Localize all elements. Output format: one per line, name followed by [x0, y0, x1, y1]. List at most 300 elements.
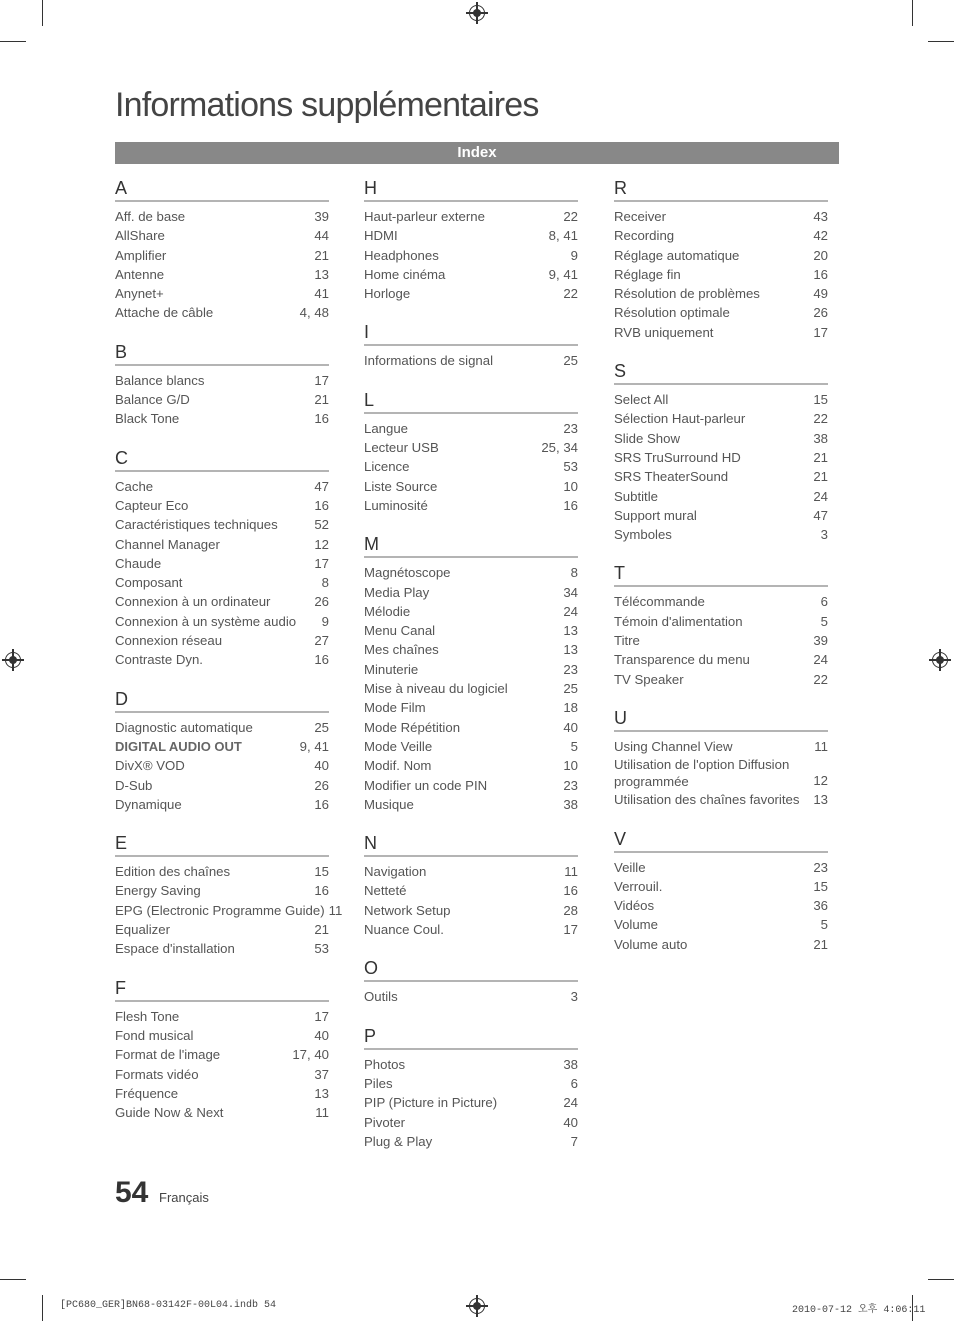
index-entry	[614, 284, 828, 303]
entry-term: Connexion à un système audio	[115, 613, 297, 629]
entry-term: Balance blancs	[115, 372, 205, 388]
index-section-h	[364, 176, 578, 303]
entry-page: 24	[563, 1095, 578, 1111]
section-letter: A	[115, 176, 329, 202]
entry-page: 23	[563, 661, 578, 677]
entry-term: Photos	[364, 1056, 406, 1072]
index-entry	[614, 506, 828, 525]
entry-page: 26	[314, 594, 329, 610]
crop-mark	[0, 1279, 26, 1280]
entry-page: 21	[314, 247, 329, 263]
entry-term: RVB uniquement	[614, 324, 714, 340]
footer-file-info: [PC680_GER]BN68-03142F-00L04.indb 54	[60, 1300, 277, 1311]
entry-page: 9, 41	[299, 738, 329, 754]
entry-term: SRS TruSurround HD	[614, 449, 741, 465]
entry-page: 52	[314, 517, 329, 533]
entry-page: 25	[314, 719, 329, 735]
index-entry	[364, 563, 578, 582]
index-entry	[115, 1103, 329, 1122]
entry-term: Espace d'installation	[115, 941, 235, 957]
index-entry	[614, 323, 828, 342]
entry-page: 21	[813, 449, 828, 465]
index-entry	[115, 496, 329, 515]
entry-page: 17	[314, 1008, 329, 1024]
entry-page: 23	[563, 420, 578, 436]
index-entry	[364, 718, 578, 737]
index-entry	[364, 602, 578, 621]
entry-term: PIP (Picture in Picture)	[364, 1095, 498, 1111]
entry-term: Subtitle	[614, 488, 658, 504]
entry-term: Antenne	[115, 266, 165, 282]
entry-term: Informations de signal	[364, 353, 494, 369]
entry-page: 11	[564, 864, 578, 880]
index-entry	[614, 790, 828, 809]
entry-page: 21	[314, 922, 329, 938]
entry-term: Channel Manager	[115, 536, 220, 552]
entry-page: 22	[813, 411, 828, 427]
index-section-u	[614, 706, 828, 810]
entry-term: Lecteur USB	[364, 440, 439, 456]
index-entry	[115, 737, 329, 756]
entry-term: Diagnostic automatique	[115, 719, 253, 735]
entry-page: 49	[813, 286, 828, 302]
section-letter: O	[364, 956, 578, 982]
index-section-s	[614, 359, 828, 544]
index-entry	[364, 1093, 578, 1112]
index-section-v	[614, 827, 828, 954]
entry-term: Transparence du menu	[614, 652, 750, 668]
entry-page: 15	[813, 392, 828, 408]
index-entry	[115, 862, 329, 881]
entry-page: 43	[813, 209, 828, 224]
index-entry	[115, 1007, 329, 1026]
entry-term: Résolution optimale	[614, 305, 730, 321]
index-entry	[614, 915, 828, 934]
index-entry	[364, 284, 578, 303]
entry-page: 13	[813, 792, 828, 808]
entry-term: Mode Veille	[364, 738, 433, 754]
index-entry	[115, 573, 329, 592]
index-entry	[115, 1084, 329, 1103]
entry-page: 22	[563, 286, 578, 302]
index-section-l	[364, 388, 578, 515]
entry-page: 16	[314, 796, 329, 812]
index-entry	[614, 631, 828, 650]
entry-term: Receiver	[614, 209, 667, 224]
entry-page: 44	[314, 228, 329, 244]
entry-page: 20	[813, 247, 828, 263]
entry-term: Volume auto	[614, 936, 688, 952]
index-entry	[614, 409, 828, 428]
entry-term: Modif. Nom	[364, 758, 432, 774]
entry-term: Connexion à un ordinateur	[115, 594, 271, 610]
entry-term: Témoin d'alimentation	[614, 613, 743, 629]
entry-term: Volume	[614, 917, 658, 933]
index-entry	[115, 1045, 329, 1064]
entry-term: Guide Now & Next	[115, 1105, 224, 1121]
entry-term: SRS TheaterSound	[614, 469, 729, 485]
index-entry	[614, 226, 828, 245]
entry-term: Haut-parleur externe	[364, 209, 485, 224]
entry-term: Mode Répétition	[364, 719, 461, 735]
entry-page: 34	[563, 584, 578, 600]
index-entry	[115, 612, 329, 631]
entry-page: 16	[314, 497, 329, 513]
entry-term: Plug & Play	[364, 1133, 433, 1149]
entry-page: 16	[314, 883, 329, 899]
index-entry	[115, 592, 329, 611]
entry-page: 23	[813, 859, 828, 875]
entry-page: 13	[563, 642, 578, 658]
entry-term: Equalizer	[115, 922, 170, 938]
crop-mark	[42, 0, 43, 26]
index-entry	[364, 698, 578, 717]
entry-term: Format de l'image	[115, 1047, 221, 1063]
entry-term: HDMI	[364, 228, 398, 244]
section-letter: E	[115, 831, 329, 857]
index-entry	[614, 525, 828, 544]
entry-term: Nuance Coul.	[364, 922, 444, 938]
index-entry	[364, 438, 578, 457]
index-entry	[614, 896, 828, 915]
entry-page: 18	[563, 700, 578, 716]
entry-page: 8, 41	[548, 228, 578, 244]
entry-term: Attache de câble	[115, 305, 214, 321]
crop-mark	[928, 1279, 954, 1280]
registration-mark-icon	[932, 652, 948, 668]
entry-page: 25	[563, 681, 578, 697]
entry-term: Netteté	[364, 883, 407, 899]
entry-page: 38	[813, 430, 828, 446]
entry-page: 17, 40	[292, 1047, 329, 1063]
index-entry	[614, 429, 828, 448]
index-section-i	[364, 320, 578, 370]
entry-term: Mise à niveau du logiciel	[364, 681, 508, 697]
section-letter: V	[614, 827, 828, 853]
index-column	[115, 176, 343, 1139]
entry-page: 16	[563, 497, 578, 513]
entry-term: DivX® VOD	[115, 758, 185, 774]
index-entry	[614, 612, 828, 631]
entry-term: Modifier un code PIN	[364, 777, 488, 793]
entry-term: Chaude	[115, 555, 162, 571]
entry-term: Pivoter	[364, 1114, 406, 1130]
section-letter: S	[614, 359, 828, 385]
crop-mark	[42, 1295, 43, 1321]
section-letter: R	[614, 176, 828, 202]
entry-page: 3	[820, 527, 828, 543]
entry-page: 11	[814, 738, 828, 754]
registration-mark-icon	[469, 5, 485, 21]
entry-term: Anynet+	[115, 286, 164, 302]
crop-mark	[0, 41, 26, 42]
entry-page: 39	[314, 209, 329, 224]
entry-term: Mes chaînes	[364, 642, 439, 658]
entry-page: 21	[813, 936, 828, 952]
entry-term: Symboles	[614, 527, 672, 543]
entry-term: Veille	[614, 859, 646, 875]
entry-term: Utilisation de l'option Diffusion programmée	[614, 757, 790, 790]
entry-page: 26	[314, 777, 329, 793]
section-letter: D	[115, 687, 329, 713]
entry-term: Formats vidéo	[115, 1066, 199, 1082]
entry-term: Amplifier	[115, 247, 167, 263]
entry-term: D-Sub	[115, 777, 153, 793]
entry-term: Magnétoscope	[364, 565, 451, 581]
index-entry	[115, 901, 343, 920]
entry-page: 10	[563, 758, 578, 774]
section-letter: L	[364, 388, 578, 414]
entry-term: Réglage fin	[614, 266, 681, 282]
entry-term: Langue	[364, 420, 409, 436]
entry-page: 8	[570, 565, 578, 581]
section-letter: H	[364, 176, 578, 202]
index-section-c	[115, 446, 329, 670]
index-entry	[614, 858, 828, 877]
index-entry	[115, 477, 329, 496]
entry-page: 15	[813, 878, 828, 894]
index-entry	[115, 795, 329, 814]
entry-term: Mélodie	[364, 603, 411, 619]
index-section-f	[115, 976, 329, 1123]
entry-page: 40	[563, 719, 578, 735]
entry-page: 7	[570, 1133, 578, 1149]
entry-page: 27	[314, 633, 329, 649]
index-entry	[115, 284, 329, 303]
section-letter: T	[614, 561, 828, 587]
section-letter: M	[364, 532, 578, 558]
section-letter: F	[115, 976, 329, 1002]
entry-page: 10	[563, 478, 578, 494]
index-entry	[364, 226, 578, 245]
index-entry	[115, 515, 329, 534]
section-letter: B	[115, 340, 329, 366]
index-header: Index	[115, 142, 839, 164]
index-entry	[614, 246, 828, 265]
index-entry	[614, 487, 828, 506]
entry-page: 16	[314, 411, 329, 427]
index-column	[614, 176, 828, 971]
entry-page: 4, 48	[299, 305, 329, 321]
index-section-o	[364, 956, 578, 1006]
entry-page: 9	[570, 247, 578, 263]
entry-term: Black Tone	[115, 411, 180, 427]
index-entry	[115, 226, 329, 245]
section-letter: N	[364, 831, 578, 857]
entry-page: 9, 41	[548, 266, 578, 282]
entry-page: 15	[314, 864, 329, 880]
entry-term: Résolution de problèmes	[614, 286, 760, 302]
entry-term: Fond musical	[115, 1027, 194, 1043]
section-letter: P	[364, 1024, 578, 1050]
index-entry	[614, 935, 828, 954]
index-entry	[364, 737, 578, 756]
entry-page: 53	[563, 459, 578, 475]
entry-term: Musique	[364, 796, 414, 812]
entry-term: Titre	[614, 633, 640, 649]
entry-page: 17	[563, 922, 578, 938]
entry-page: 47	[314, 478, 329, 494]
index-entry	[614, 650, 828, 669]
index-entry	[364, 660, 578, 679]
entry-page: 13	[314, 1085, 329, 1101]
entry-term: TV Speaker	[614, 671, 684, 687]
entry-page: 17	[813, 324, 828, 340]
entry-term: Balance G/D	[115, 392, 190, 408]
entry-page: 24	[563, 603, 578, 619]
entry-term: Headphones	[364, 247, 439, 263]
index-entry	[614, 303, 828, 322]
entry-term: Slide Show	[614, 430, 680, 446]
crop-mark	[928, 41, 954, 42]
entry-page: 11	[315, 1105, 329, 1121]
entry-term: Vidéos	[614, 898, 655, 914]
entry-page: 8	[321, 575, 329, 591]
entry-term: Verrouil.	[614, 878, 663, 894]
index-entry	[364, 621, 578, 640]
index-entry	[115, 303, 329, 322]
entry-term: Luminosité	[364, 497, 428, 513]
index-entry	[115, 371, 329, 390]
entry-page: 16	[563, 883, 578, 899]
entry-page: 28	[563, 902, 578, 918]
index-entry	[614, 448, 828, 467]
index-entry	[364, 351, 578, 370]
entry-page: 13	[314, 266, 329, 282]
index-entry	[364, 901, 578, 920]
entry-term: Fréquence	[115, 1085, 179, 1101]
entry-page: 21	[314, 392, 329, 408]
entry-page: 13	[563, 623, 578, 639]
index-column	[364, 176, 578, 1168]
entry-page: 16	[314, 652, 329, 668]
index-section-e	[115, 831, 343, 958]
entry-term: Media Play	[364, 584, 430, 600]
index-entry	[364, 1132, 578, 1151]
entry-page: 16	[813, 266, 828, 282]
page-title: Informations supplémentaires	[115, 86, 539, 124]
entry-term: Caractéristiques techniques	[115, 517, 278, 533]
index-entry	[364, 496, 578, 515]
entry-page: 40	[314, 1027, 329, 1043]
entry-page: 6	[570, 1075, 578, 1091]
entry-page: 24	[813, 488, 828, 504]
index-entry	[364, 640, 578, 659]
entry-term: Flesh Tone	[115, 1008, 180, 1024]
index-entry	[364, 756, 578, 775]
entry-page: 22	[563, 209, 578, 224]
index-entry	[115, 881, 329, 900]
entry-page: 21	[813, 469, 828, 485]
entry-page: 22	[813, 671, 828, 687]
index-entry	[364, 1113, 578, 1132]
entry-term: AllShare	[115, 228, 165, 244]
index-entry	[115, 207, 329, 226]
index-entry	[364, 987, 578, 1006]
index-entry	[115, 631, 329, 650]
index-entry	[364, 419, 578, 438]
entry-term: Using Channel View	[614, 738, 733, 754]
entry-term: Sélection Haut-parleur	[614, 411, 746, 427]
entry-term: Connexion réseau	[115, 633, 223, 649]
index-section-n	[364, 831, 578, 939]
index-entry	[364, 776, 578, 795]
entry-term: Utilisation des chaînes favorites	[614, 792, 800, 808]
index-entry	[614, 756, 828, 790]
entry-page: 40	[563, 1114, 578, 1130]
index-section-p	[364, 1024, 578, 1151]
index-entry	[364, 881, 578, 900]
entry-page: 42	[813, 228, 828, 244]
index-entry	[115, 390, 329, 409]
index-entry	[614, 877, 828, 896]
entry-term: Home cinéma	[364, 266, 446, 282]
entry-term: Edition des chaînes	[115, 864, 231, 880]
index-section-a	[115, 176, 329, 323]
entry-term: EPG (Electronic Programme Guide)	[115, 902, 325, 918]
entry-page: 37	[314, 1066, 329, 1082]
entry-page: 38	[563, 1056, 578, 1072]
entry-page: 26	[813, 305, 828, 321]
entry-page: 36	[813, 898, 828, 914]
entry-page: 6	[820, 594, 828, 610]
entry-page: 53	[314, 941, 329, 957]
index-section-t	[614, 561, 828, 688]
entry-term: Energy Saving	[115, 883, 201, 899]
language-label: Français	[159, 1190, 209, 1205]
index-entry	[614, 467, 828, 486]
entry-term: Aff. de base	[115, 209, 186, 224]
entry-page: 17	[314, 555, 329, 571]
entry-page: 5	[570, 738, 578, 754]
index-entry	[115, 920, 329, 939]
index-entry	[364, 795, 578, 814]
index-section-b	[115, 340, 329, 429]
entry-term: Liste Source	[364, 478, 438, 494]
entry-page: 5	[820, 613, 828, 629]
entry-term: Composant	[115, 575, 183, 591]
entry-term: Mode Film	[364, 700, 426, 716]
index-entry	[115, 265, 329, 284]
entry-page: 9	[321, 613, 329, 629]
page-number: 54	[115, 1176, 149, 1209]
index-entry	[614, 265, 828, 284]
entry-page: 38	[563, 796, 578, 812]
index-section-m	[364, 532, 578, 814]
entry-page: 39	[813, 633, 828, 649]
index-entry	[364, 457, 578, 476]
entry-term: Réglage automatique	[614, 247, 740, 263]
index-entry	[614, 592, 828, 611]
index-entry	[115, 776, 329, 795]
entry-term: Select All	[614, 392, 669, 408]
index-entry	[364, 1055, 578, 1074]
entry-page: 40	[314, 758, 329, 774]
index-entry	[115, 1026, 329, 1045]
index-entry	[614, 207, 828, 226]
entry-term: Licence	[364, 459, 410, 475]
crop-mark	[912, 0, 913, 26]
index-entry	[115, 246, 329, 265]
section-letter: I	[364, 320, 578, 346]
index-entry	[364, 1074, 578, 1093]
entry-term: DIGITAL AUDIO OUT	[115, 738, 242, 754]
registration-mark-icon	[469, 1298, 485, 1314]
entry-term: Minuterie	[364, 661, 419, 677]
entry-term: Horloge	[364, 286, 411, 302]
section-letter: C	[115, 446, 329, 472]
index-entry	[115, 650, 329, 669]
